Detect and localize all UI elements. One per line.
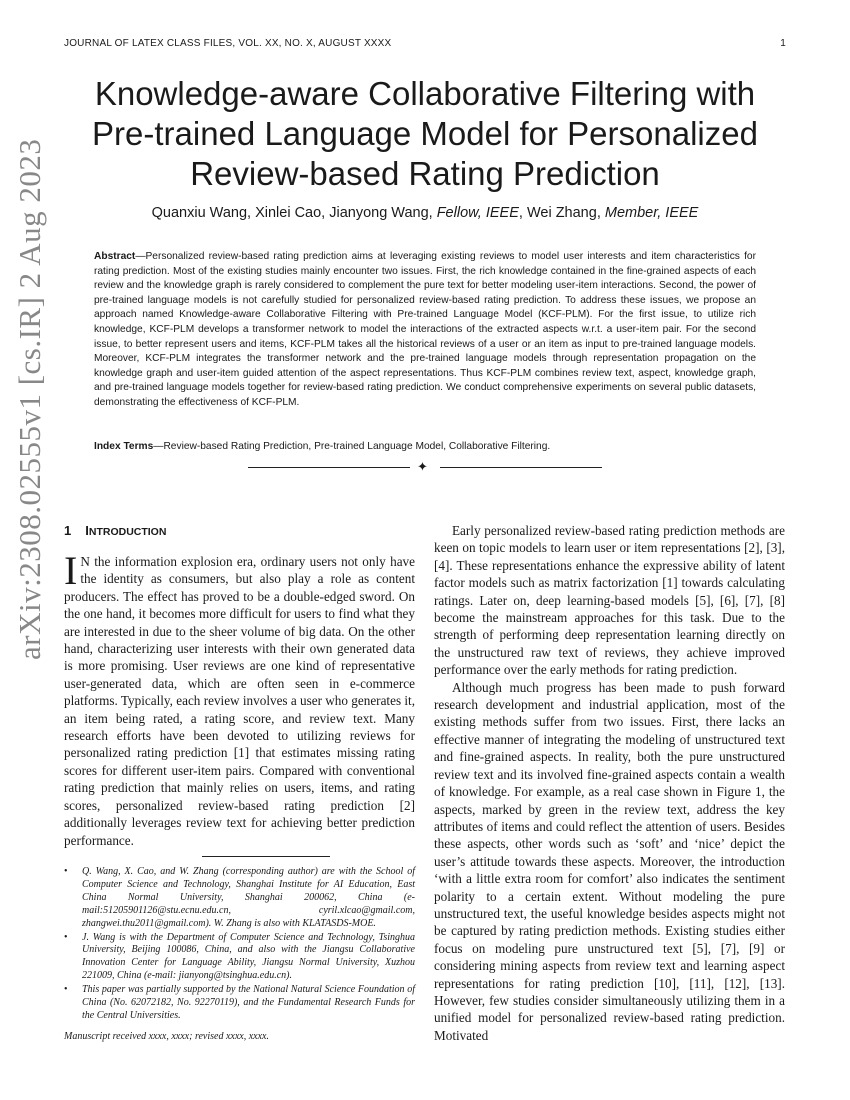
drop-cap: I (64, 548, 78, 593)
abstract (94, 250, 756, 411)
paper-title: Knowledge-aware Collaborative Filtering with Pre-trained Language Model for Personalized Review-based Rating Prediction (92, 75, 758, 192)
author-list (64, 205, 786, 221)
section-divider (248, 460, 602, 475)
divider-line-left (248, 467, 410, 468)
bullet-icon: • (64, 984, 68, 996)
footnote-text: J. Wang is with the Department of Computer Science and Technology, Tsinghua University, Beijing 100086, China, and also with the Jiangsu Collaborative Innovation Center for Language Ability, Jiangsu Normal University, Xuzhou 221009, China (e-mail: jianyong@tsinghua.edu.cn). (82, 931, 415, 982)
intro-paragraph-2: Early personalized review-based rating prediction methods are keen on topic models to learn user or item representations [2], [3], [4]. These representations enhance the expressive ability of latent factor models such as matrix factorization [1] towards calculating ratings. Later on, deep learning-based models [5], [6], [7], [8] become the mainstream approaches for this task. Due to the strength of performing deep representation learning directly on the unstructured raw text of reviews, they achieve improved performance over the early methods for rating prediction. (434, 523, 785, 678)
arxiv-stamp: arXiv:2308.02555v1 [cs.IR] 2 Aug 2023 (12, 138, 47, 660)
journal-header: JOURNAL OF LATEX CLASS FILES, VOL. XX, NO. X, AUGUST XXXX (64, 38, 392, 49)
divider-line-right (440, 467, 602, 468)
footnote-rule (202, 856, 330, 857)
index-terms-text: —Review-based Rating Prediction, Pre-trained Language Model, Collaborative Filtering. (153, 441, 551, 452)
diamond-icon: ✦ (417, 460, 428, 475)
abstract-text: —Personalized review-based rating prediction aims at leveraging existing reviews to model user interests and item characteristics for rating prediction. Most of the existing studies mainly encounter two issues. First, the rich knowledge contained in the fine-grained aspects of each review and the knowledge graph is rarely considered to complement the pure text for better modeling user-item interactions. Second, the power of pre-trained language models is not carefully studied for personalized review-based rating prediction. To address these issues, we propose an approach named Knowledge-aware Collaborative Filtering with Pre-trained Language Model (KCF-PLM). For the first issue, to utilize rich knowledge, KCF-PLM develops a transformer network to model the interactions of the extracted aspects w.r.t. a user-item pair. For the second issue, to better represent users and items, KCF-PLM takes all the historical reviews of a user or an item as input to pre-trained language models. Moreover, KCF-PLM integrates the transformer network and the pre-trained language models through representation propagation on the knowledge graph and user-item guided attention of the aspect representations. Thus KCF-PLM combines review text, aspect, knowledge graph, and pre-trained language models together for review-based rating prediction. We conduct comprehensive experiments on several public datasets, demonstrating the effectiveness of KCF-PLM. (94, 251, 756, 408)
intro-paragraph-1-text: N the information explosion era, ordinary users not only have the identity as consumers, but also play a role as content producers. The effect has proved to be a double-edged sword. On the one hand, it becomes more difficult for users to find what they are interested in due to the sheer volume of big data. On the other hand, characterizing user interests with their own generated data is more promising. User reviews are one kind of representative user-generated data, which are often seen in e-commerce platforms. Typically, each review involves a user who generates it, an item being rated, a rating score, and review text. Many research efforts have been devoted to utilizing reviews for personalized rating prediction [1] that estimates missing rating scores for different user-item pairs. Compared with conventional rating prediction that mainly relies on users, items, and rating scores, personalized review-based rating prediction [2] additionally leverages review text for achieving better prediction performance. (64, 554, 415, 848)
left-column (64, 522, 415, 849)
index-terms (94, 441, 756, 452)
bullet-icon: • (64, 866, 68, 877)
bullet-icon: • (64, 931, 68, 943)
manuscript-note: Manuscript received xxxx, xxxx; revised xxxx, xxxx. (64, 1030, 269, 1042)
author-role-fellow: Fellow, IEEE (436, 205, 519, 221)
footnote-item (64, 866, 415, 931)
index-terms-label: Index Terms (94, 441, 154, 452)
authors-part1: Quanxiu Wang, Xinlei Cao, Jianyong Wang, (151, 205, 437, 221)
right-column (434, 522, 785, 1044)
author-role-member: Member, IEEE (604, 205, 699, 221)
footnote-item (64, 984, 415, 1023)
running-header (64, 38, 786, 49)
section-heading-introduction (64, 522, 415, 541)
section-number: 1 (64, 523, 72, 538)
page-number: 1 (780, 38, 786, 49)
intro-paragraph-3: Although much progress has been made to push forward research development and industrial application, most of the existing methods suffer from two issues. First, there lacks an effective manner of integrating the modeling of unstructured text and fine-grained aspects. In reality, both the pure unstructured review text and its involved fine-grained aspects contain a wealth of knowledge. For example, as a real case shown in Figure 1, the aspects, marked by green in the review text, address the key attributes of items and could reflect the attention of users. Besides these aspects, other words such as ‘soft’ and ‘nice’ depict the user’s attitude towards these aspects. Moreover, the introduction ‘with a little extra room for comfort’ also indicates the sentiment polarity to a certain extent. Without modeling the pure unstructured text, the useful knowledge besides aspects might not be captured by rating prediction methods. Existing studies either focus on modeling pure unstructured text [5], [7], [9] or considering mining aspects from review text and learning aspect representations for rating prediction [10], [11], [12], [13]. However, few studies consider simultaneously utilizing them in a unified model for personalized review-based rating prediction. Motivated (434, 679, 785, 1043)
abstract-label: Abstract (94, 251, 136, 262)
authors-part2: , Wei Zhang, (518, 205, 605, 221)
section-initial: I (85, 523, 89, 538)
footnotes (64, 866, 415, 1044)
section-title-rest: NTRODUCTION (88, 526, 167, 538)
footnote-item (64, 932, 415, 984)
footnote-text: Q. Wang, X. Cao, and W. Zhang (corresponding author) are with the School of Computer Science and Technology, Shanghai Institute for AI Education, East China Normal University, Shanghai 200062, China (e-mail:51205901126@stu.ecnu.edu.cn, cyril.xlcao@gmail.com, zhangwei.thu2011@gmail.com). W. Zhang is also with KLATASDS-MOE. (82, 866, 415, 929)
footnote-text: This paper was partially supported by the National Natural Science Foundation of China (No. 62072182, No. 92270119), and the Fundamental Research Funds for the Central Universities. (82, 984, 415, 1021)
intro-paragraph-1 (64, 548, 415, 849)
